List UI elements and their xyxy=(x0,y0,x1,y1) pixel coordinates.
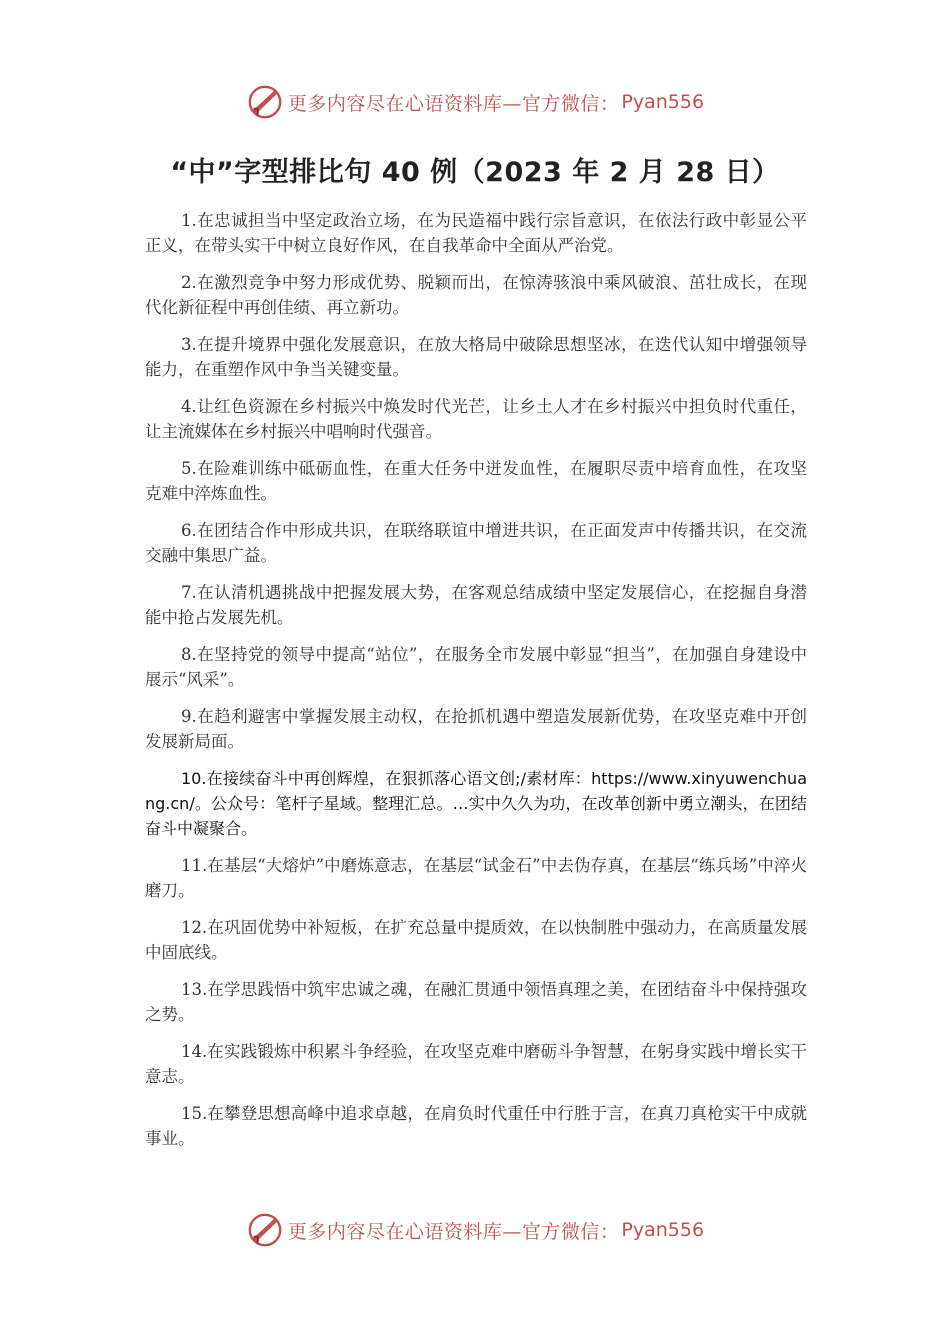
paragraph-5: 5.在险难训练中砥砺血性，在重大任务中迸发血性，在履职尽责中培育血性，在攻坚克难中淬炼血性。 xyxy=(145,459,807,503)
paragraph-12: 12.在巩固优势中补短板，在扩充总量中提质效，在以快制胜中强动力，在高质量发展中固底线。 xyxy=(145,918,807,962)
paragraph-4: 4.让红色资源在乡村振兴中焕发时代光芒，让乡土人才在乡村振兴中担负时代重任，让主流媒体在乡村振兴中唱响时代强音。 xyxy=(145,397,807,441)
paragraph-8: 8.在坚持党的领导中提高“站位”，在服务全市发展中彰显“担当”，在加强自身建设中展示“风采”。 xyxy=(145,645,807,689)
paragraph-11: 11.在基层“大熔炉”中磨炼意志，在基层“试金石”中去伪存真，在基层“练兵场”中淬火磨刀。 xyxy=(145,856,807,900)
paragraph-9: 9.在趋利避害中掌握发展主动权，在抢抓机遇中塑造发展新优势，在攻坚克难中开创发展新局面。 xyxy=(145,707,807,751)
banner-text: 更多内容尽在心语资料库—官方微信： xyxy=(287,1220,620,1243)
header-banner xyxy=(0,80,950,124)
paragraph-7: 7.在认清机遇挑战中把握发展大势，在客观总结成绩中坚定发展信心，在挖掘自身潜能中抢占发展先机。 xyxy=(145,583,807,627)
paragraph-2: 2.在激烈竞争中努力形成优势、脱颖而出，在惊涛骇浪中乘风破浪、茁壮成长，在现代化新征程中再创佳绩、再立新功。 xyxy=(145,273,807,317)
paragraph-6: 6.在团结合作中形成共识，在联络联谊中增进共识，在正面发声中传播共识，在交流交融中集思广益。 xyxy=(145,521,807,565)
footer-banner xyxy=(0,1208,950,1252)
paragraph-10: 10.在接续奋斗中再创辉煌，在狠抓落心语文创;/素材库：https://www.xinyuwenchuang.cn/。公众号：笔杆子星域。整理汇总。…实中久久为功，在改革创新中勇立潮头，在团结奋斗中凝聚合。 xyxy=(145,769,807,838)
document-body xyxy=(145,208,807,1163)
paragraph-1: 1.在忠诚担当中坚定政治立场，在为民造福中践行宗旨意识，在依法行政中彰显公平正义，在带头实干中树立良好作风，在自我革命中全面从严治党。 xyxy=(145,211,807,255)
banner-wechat-id: Pyan556 xyxy=(621,1219,705,1241)
paragraph-14: 14.在实践锻炼中积累斗争经验，在攻坚克难中磨砺斗争智慧，在躬身实践中增长实干意志。 xyxy=(145,1042,807,1086)
banner-wechat-id: Pyan556 xyxy=(621,91,705,113)
document-title: “中”字型排比句 40 例（2023 年 2 月 28 日） xyxy=(170,157,780,188)
paragraph-15: 15.在攀登思想高峰中追求卓越，在肩负时代重任中行胜于言，在真刀真枪实干中成就事业。 xyxy=(145,1104,807,1148)
paragraph-13: 13.在学思践悟中筑牢忠诚之魂，在融汇贯通中领悟真理之美，在团结奋斗中保持强攻之势。 xyxy=(145,980,807,1024)
brand-logo-icon xyxy=(246,83,284,121)
brand-logo-icon xyxy=(246,1211,284,1249)
banner-text: 更多内容尽在心语资料库—官方微信： xyxy=(287,92,620,115)
paragraph-3: 3.在提升境界中强化发展意识，在放大格局中破除思想坚冰，在迭代认知中增强领导能力，在重塑作风中争当关键变量。 xyxy=(145,335,807,379)
